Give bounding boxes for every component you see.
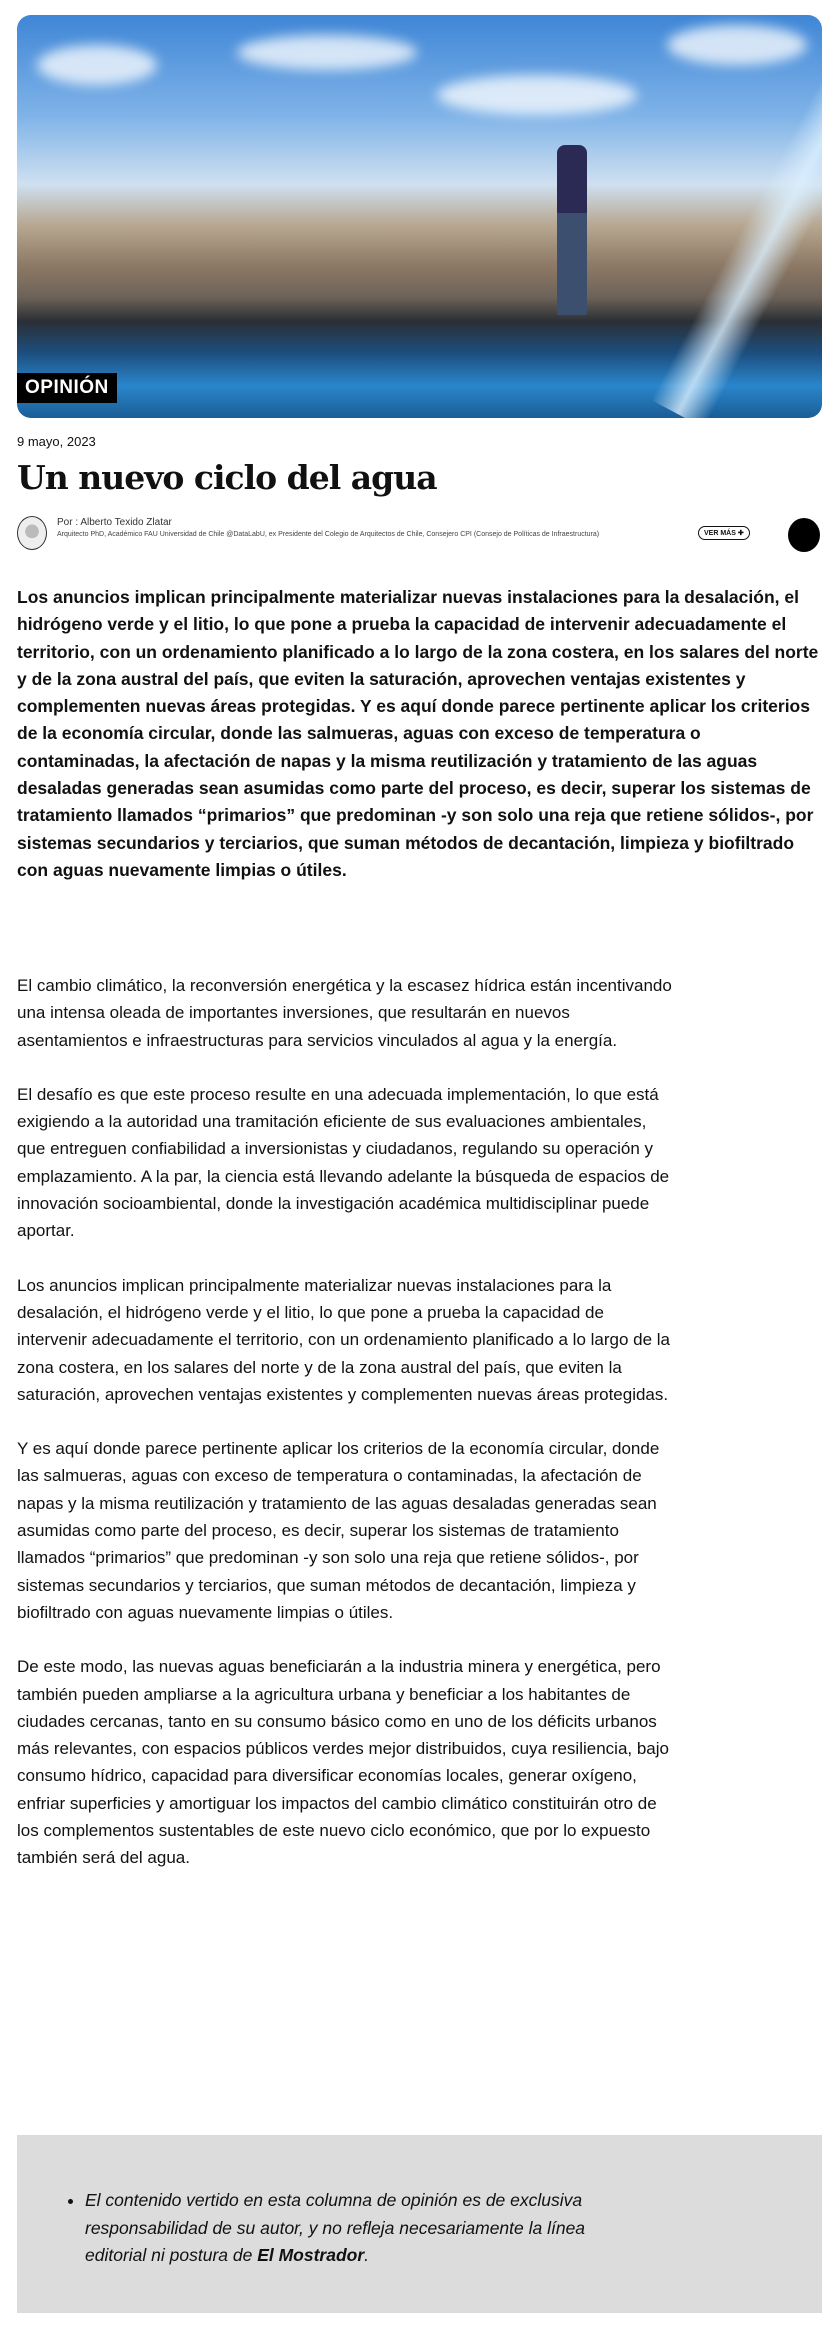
publish-date: 9 mayo, 2023	[17, 434, 96, 449]
article-title: Un nuevo ciclo del agua	[17, 458, 437, 497]
cloud	[37, 45, 157, 85]
cloud	[437, 75, 637, 115]
disclaimer-box	[17, 2135, 822, 2313]
paragraph: De este modo, las nuevas aguas beneficiarán a la industria minera y energética, pero también pueden ampliarse a la agricultura urbana y beneficiar a los habitantes de ciudades cercanas, tanto en su consumo básico como en uno de los déficits urbanos más relevantes, con espacios públicos verdes mejor distribuidos, cuya resiliencia, bajo consumo hídrico, capacidad para diversificar economías locales, generar oxígeno, enfriar superficies y amortiguar los impactos del cambio climático constituirán otro de los complementos sustentables de este nuevo ciclo económico, que por lo expuesto también será del agua.	[17, 1657, 669, 1868]
person-figure	[557, 145, 587, 315]
author-name[interactable]: Por : Alberto Texido Zlatar	[57, 517, 172, 528]
paragraph: Los anuncios implican principalmente materializar nuevas instalaciones para la desalación, el hidrógeno verde y el litio, lo que pone a prueba la capacidad de intervenir adecuadamente el territorio, con un ordenamiento planificado a lo largo de la zona costera, en los salares del norte y de la zona austral del país, que eviten la saturación, aprovechen ventajas existentes y complementen nuevas áreas protegidas.	[17, 1275, 671, 1404]
circle-icon[interactable]	[788, 518, 820, 552]
author-block	[17, 516, 822, 554]
water-spray	[651, 82, 822, 418]
author-bio: Arquitecto PhD, Académico FAU Universidad de Chile @DataLabU, ex Presidente del Colegio de Arquitectos de Chile, Consejero CPI (Consejo de Políticas de Infraestructura)	[57, 531, 600, 538]
author-avatar[interactable]	[17, 516, 47, 550]
paragraph: Y es aquí donde parece pertinente aplicar los criterios de la economía circular, donde las salmueras, aguas con exceso de temperatura o contaminadas, la afectación de napas y la misma reutilización y tratamiento de las aguas desaladas generadas sean asumidas como parte del proceso, es decir, superar los sistemas de tratamiento llamados “primarios” que predominan -y son solo una reja que retiene sólidos-, por sistemas secundarios y terciarios, que suman métodos de decantación, limpieza y biofiltrado con aguas nuevamente limpias o útiles.	[17, 1439, 660, 1622]
cloud	[237, 35, 417, 70]
article-lead: Los anuncios implican principalmente materializar nuevas instalaciones para la desalación, el hidrógeno verde y el litio, lo que pone a prueba la capacidad de intervenir adecuadamente el territorio, con un ordenamiento planificado a lo largo de la zona costera, en los salares del norte y de la zona austral del país, que eviten la saturación, aprovechen ventajas existentes y complementen nuevas áreas protegidas. Y es aquí donde parece pertinente aplicar los criterios de la economía circular, donde las salmueras, aguas con exceso de temperatura o contaminadas, la afectación de napas y la misma reutilización y tratamiento de las aguas desaladas generadas sean asumidas como parte del proceso, es decir, superar los sistemas de tratamiento llamados “primarios” que predominan -y son solo una reja que retiene sólidos-, por sistemas secundarios y terciarios, que suman métodos de decantación, limpieza y biofiltrado con aguas nuevamente limpias o útiles.	[17, 587, 819, 880]
brand-name: El Mostrador	[257, 2245, 365, 2265]
paragraph: El cambio climático, la reconversión energética y la escasez hídrica están incentivando una intensa oleada de importantes inversiones, que resultarán en nuevos asentamientos e infraestructuras para servicios vinculados al agua y la energía.	[17, 976, 672, 1050]
category-tag[interactable]: OPINIÓN	[17, 373, 117, 403]
disclaimer-end: .	[364, 2245, 370, 2265]
ver-mas-button[interactable]: VER MÁS ✚	[698, 526, 750, 540]
paragraph: El desafío es que este proceso resulte en una adecuada implementación, lo que está exigiendo a la autoridad una tramitación eficiente de sus evaluaciones ambientales, que entreguen confiabilidad a inversionistas y ciudadanos, regulando su operación y emplazamiento. A la par, la ciencia está llevando adelante la búsqueda de espacios de innovación socioambiental, donde la investigación académica multidisciplinar puede aportar.	[17, 1084, 670, 1241]
disclaimer-item	[85, 2187, 645, 2270]
hero-image	[17, 15, 822, 418]
cloud	[667, 25, 807, 65]
disclaimer-text: El contenido vertido en esta columna de opinión es de exclusiva responsabilidad de su autor, y no refleja necesariamente la línea editorial ni postura de	[85, 2190, 586, 2265]
article-body	[17, 972, 677, 1899]
